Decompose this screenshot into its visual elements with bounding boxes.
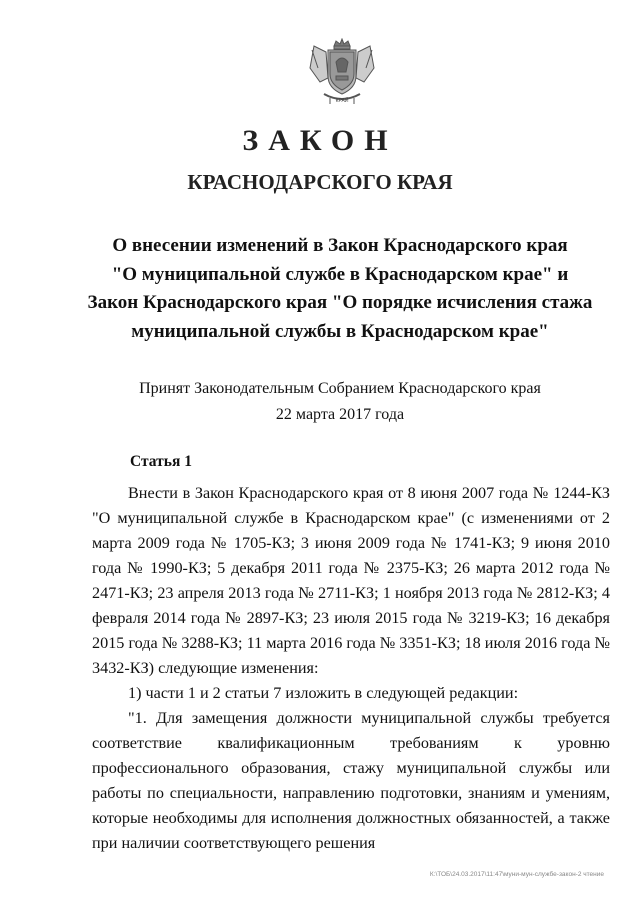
coat-of-arms-graphic [300,38,384,108]
region-title: КРАСНОДАРСКОГО КРАЯ [187,170,453,194]
subject-line: муниципальной службы в Краснодарском крае" [131,320,549,342]
adoption-date: 22 марта 2017 года [275,406,405,423]
file-path-footer: К:\ТОБ\24.03.2017\11:47\муни-мун-службе-закон-2 чтение [429,871,604,878]
coat-of-arms-icon [300,38,384,108]
article-body [92,481,610,856]
article-paragraph: Внести в Закон Краснодарского края от 8 июня 2007 года № 1244-КЗ "О муниципальной службе в Краснодарском крае" (с изменениями от 2 марта 2009 года № 1705-КЗ; 3 июня 2009 года № 1741-КЗ; 9 июня 2010 года № 1990-КЗ; 5 декабря 2011 года № 2375-КЗ; 26 марта 2012 года № 2471-КЗ; 23 апреля 2013 года № 2711-КЗ; 1 ноября 2013 года № 2812-КЗ; 4 февраля 2014 года № 2897-КЗ; 23 июля 2015 года № 3219-КЗ; 16 декабря 2015 года № 3288-КЗ; 11 марта 2016 года № 3351-КЗ; 18 июля 2016 года № 3432-КЗ) следующие изменения: [92,484,610,677]
adoption-note [60,376,620,428]
subject-line: Закон Краснодарского края "О порядке исчисления стажа [87,292,593,313]
law-title: ЗАКОН [242,124,398,157]
adoption-body: Принят Законодательным Собранием Краснодарского края [139,380,541,397]
article-paragraph: 1) части 1 и 2 статьи 7 изложить в следующей редакции: [128,684,519,702]
law-subject [80,232,600,346]
subject-line: "О муниципальной службе в Краснодарском крае" и [111,263,569,285]
article-paragraph: "1. Для замещения должности муниципальной службы требуется соответствие квалификационным требованиям к уровню профессионального образования, стажу муниципальной службы или работы по специальности, направлению подготовки, знаниям и умениям, которые необходимы для исполнения должностных обязанностей, а также при наличии соответствующего решения [92,709,610,852]
emblem-caption: КРАЙ [335,98,349,104]
subject-line: О внесении изменений в Закон Краснодарского края [112,235,568,256]
article-heading: Статья 1 [130,453,192,470]
